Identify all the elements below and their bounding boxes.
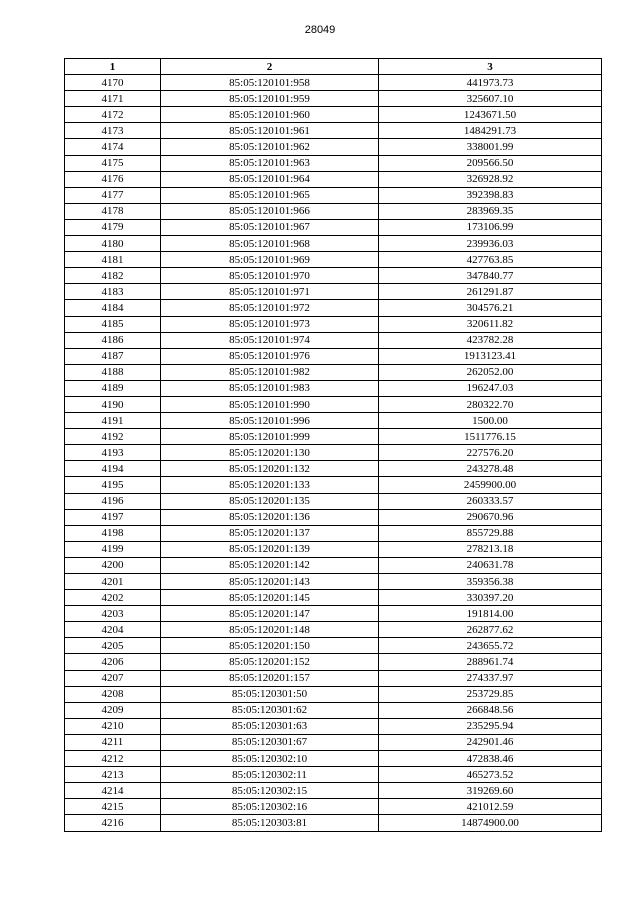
cell-value: 472838.46 [379,751,602,767]
cell-value: 283969.35 [379,203,602,219]
cell-value: 1913123.41 [379,348,602,364]
table-row [65,75,602,91]
table-row [65,187,602,203]
cell-value: 191814.00 [379,606,602,622]
cell-value: 266848.56 [379,702,602,718]
cell-row-number: 4191 [65,413,161,429]
cell-cadastral-number: 85:05:120201:135 [161,493,379,509]
cell-value: 173106.99 [379,219,602,235]
table-row [65,783,602,799]
table-row [65,686,602,702]
cell-row-number: 4177 [65,187,161,203]
table-header-row [65,59,602,75]
table-row [65,236,602,252]
cell-value: 320611.82 [379,316,602,332]
cell-row-number: 4215 [65,799,161,815]
cell-cadastral-number: 85:05:120101:967 [161,219,379,235]
cell-value: 1511776.15 [379,429,602,445]
table-row [65,815,602,831]
cell-row-number: 4170 [65,75,161,91]
cell-row-number: 4179 [65,219,161,235]
cell-cadastral-number: 85:05:120301:50 [161,686,379,702]
cell-row-number: 4190 [65,396,161,412]
table-row [65,670,602,686]
cell-value: 278213.18 [379,541,602,557]
table-row [65,413,602,429]
cell-value: 262877.62 [379,622,602,638]
cell-row-number: 4205 [65,638,161,654]
cell-cadastral-number: 85:05:120301:62 [161,702,379,718]
cell-value: 330397.20 [379,590,602,606]
cell-row-number: 4196 [65,493,161,509]
cell-cadastral-number: 85:05:120303:81 [161,815,379,831]
cell-value: 274337.97 [379,670,602,686]
table-row [65,364,602,380]
cell-cadastral-number: 85:05:120101:973 [161,316,379,332]
cell-cadastral-number: 85:05:120101:982 [161,364,379,380]
cell-row-number: 4203 [65,606,161,622]
cell-cadastral-number: 85:05:120101:970 [161,268,379,284]
table-row [65,91,602,107]
table-row [65,332,602,348]
cell-value: 421012.59 [379,799,602,815]
cell-row-number: 4201 [65,574,161,590]
table-row [65,139,602,155]
cell-value: 1500.00 [379,413,602,429]
cell-cadastral-number: 85:05:120101:963 [161,155,379,171]
cell-value: 262052.00 [379,364,602,380]
cell-cadastral-number: 85:05:120101:962 [161,139,379,155]
cell-cadastral-number: 85:05:120101:965 [161,187,379,203]
cell-row-number: 4207 [65,670,161,686]
cell-value: 260333.57 [379,493,602,509]
cell-cadastral-number: 85:05:120101:959 [161,91,379,107]
cadastral-value-table [64,58,602,832]
table-row [65,155,602,171]
cell-value: 288961.74 [379,654,602,670]
cell-row-number: 4210 [65,718,161,734]
cell-row-number: 4214 [65,783,161,799]
cell-row-number: 4187 [65,348,161,364]
table-row [65,799,602,815]
cell-value: 2459900.00 [379,477,602,493]
table-body [65,75,602,831]
cell-cadastral-number: 85:05:120201:147 [161,606,379,622]
cell-cadastral-number: 85:05:120201:136 [161,509,379,525]
cell-row-number: 4204 [65,622,161,638]
cell-value: 209566.50 [379,155,602,171]
cell-value: 325607.10 [379,91,602,107]
cell-row-number: 4174 [65,139,161,155]
cell-cadastral-number: 85:05:120302:11 [161,767,379,783]
cell-cadastral-number: 85:05:120201:132 [161,461,379,477]
table-row [65,590,602,606]
cell-cadastral-number: 85:05:120201:139 [161,541,379,557]
table-row [65,718,602,734]
cell-cadastral-number: 85:05:120201:143 [161,574,379,590]
table-row [65,203,602,219]
cell-row-number: 4172 [65,107,161,123]
cell-cadastral-number: 85:05:120201:148 [161,622,379,638]
cell-row-number: 4173 [65,123,161,139]
table-row [65,606,602,622]
cell-value: 423782.28 [379,332,602,348]
table-row [65,574,602,590]
cell-cadastral-number: 85:05:120201:150 [161,638,379,654]
cell-cadastral-number: 85:05:120101:971 [161,284,379,300]
table-row [65,751,602,767]
cell-cadastral-number: 85:05:120201:133 [161,477,379,493]
cell-cadastral-number: 85:05:120201:137 [161,525,379,541]
cell-value: 1484291.73 [379,123,602,139]
cell-value: 280322.70 [379,396,602,412]
cell-cadastral-number: 85:05:120302:15 [161,783,379,799]
cell-row-number: 4200 [65,557,161,573]
cell-row-number: 4192 [65,429,161,445]
cell-row-number: 4206 [65,654,161,670]
cell-value: 427763.85 [379,252,602,268]
cell-cadastral-number: 85:05:120101:983 [161,380,379,396]
cell-value: 240631.78 [379,557,602,573]
cell-value: 1243671.50 [379,107,602,123]
cell-value: 359356.38 [379,574,602,590]
table-row [65,123,602,139]
cell-value: 239936.03 [379,236,602,252]
cell-cadastral-number: 85:05:120101:968 [161,236,379,252]
cell-row-number: 4195 [65,477,161,493]
table-row [65,767,602,783]
cell-value: 465273.52 [379,767,602,783]
table-row [65,300,602,316]
column-header-cadastral-number: 2 [161,59,379,75]
cell-value: 242901.46 [379,734,602,750]
cell-value: 392398.83 [379,187,602,203]
table-row [65,622,602,638]
cell-row-number: 4211 [65,734,161,750]
cell-row-number: 4194 [65,461,161,477]
cell-row-number: 4213 [65,767,161,783]
cell-value: 261291.87 [379,284,602,300]
table-row [65,316,602,332]
cell-value: 441973.73 [379,75,602,91]
cell-row-number: 4171 [65,91,161,107]
table-row [65,702,602,718]
table-row [65,396,602,412]
cell-cadastral-number: 85:05:120201:145 [161,590,379,606]
table-row [65,268,602,284]
cell-cadastral-number: 85:05:120101:964 [161,171,379,187]
cell-row-number: 4199 [65,541,161,557]
cell-row-number: 4202 [65,590,161,606]
cell-cadastral-number: 85:05:120101:996 [161,413,379,429]
cell-row-number: 4182 [65,268,161,284]
cell-row-number: 4181 [65,252,161,268]
cell-row-number: 4216 [65,815,161,831]
table-row [65,380,602,396]
cell-row-number: 4193 [65,445,161,461]
cell-value: 253729.85 [379,686,602,702]
cell-row-number: 4188 [65,364,161,380]
cell-cadastral-number: 85:05:120201:130 [161,445,379,461]
cell-row-number: 4180 [65,236,161,252]
cell-cadastral-number: 85:05:120101:961 [161,123,379,139]
cell-value: 235295.94 [379,718,602,734]
page-number: 28049 [304,24,336,36]
table-row [65,477,602,493]
column-header-value: 3 [379,59,602,75]
column-header-number: 1 [65,59,161,75]
cell-row-number: 4198 [65,525,161,541]
cell-cadastral-number: 85:05:120101:990 [161,396,379,412]
cell-cadastral-number: 85:05:120201:157 [161,670,379,686]
cell-cadastral-number: 85:05:120101:999 [161,429,379,445]
table-row [65,557,602,573]
cell-row-number: 4183 [65,284,161,300]
cell-row-number: 4186 [65,332,161,348]
cell-cadastral-number: 85:05:120201:142 [161,557,379,573]
table-row [65,171,602,187]
table-row [65,429,602,445]
table-row [65,734,602,750]
cell-cadastral-number: 85:05:120101:966 [161,203,379,219]
cell-value: 347840.77 [379,268,602,284]
table-row [65,541,602,557]
cell-row-number: 4176 [65,171,161,187]
table-row [65,107,602,123]
table-row [65,638,602,654]
table-row [65,445,602,461]
cell-value: 243655.72 [379,638,602,654]
cell-value: 14874900.00 [379,815,602,831]
cell-row-number: 4189 [65,380,161,396]
cell-cadastral-number: 85:05:120302:10 [161,751,379,767]
table-row [65,252,602,268]
cell-cadastral-number: 85:05:120301:67 [161,734,379,750]
table-row [65,461,602,477]
cell-value: 243278.48 [379,461,602,477]
table-row [65,219,602,235]
cell-value: 227576.20 [379,445,602,461]
table-row [65,348,602,364]
table-row [65,654,602,670]
cell-value: 290670.96 [379,509,602,525]
cell-value: 855729.88 [379,525,602,541]
cell-cadastral-number: 85:05:120101:960 [161,107,379,123]
cell-row-number: 4185 [65,316,161,332]
cell-value: 319269.60 [379,783,602,799]
cell-value: 196247.03 [379,380,602,396]
cell-row-number: 4184 [65,300,161,316]
cell-cadastral-number: 85:05:120101:972 [161,300,379,316]
cell-value: 326928.92 [379,171,602,187]
cell-cadastral-number: 85:05:120201:152 [161,654,379,670]
cell-row-number: 4178 [65,203,161,219]
cell-cadastral-number: 85:05:120101:974 [161,332,379,348]
cell-row-number: 4208 [65,686,161,702]
cell-cadastral-number: 85:05:120101:969 [161,252,379,268]
table-row [65,525,602,541]
table-row [65,284,602,300]
cell-row-number: 4175 [65,155,161,171]
table-row [65,493,602,509]
table-row [65,509,602,525]
cell-cadastral-number: 85:05:120101:976 [161,348,379,364]
cell-row-number: 4209 [65,702,161,718]
cell-value: 304576.21 [379,300,602,316]
cell-cadastral-number: 85:05:120101:958 [161,75,379,91]
cell-row-number: 4197 [65,509,161,525]
cell-cadastral-number: 85:05:120302:16 [161,799,379,815]
cell-row-number: 4212 [65,751,161,767]
cell-cadastral-number: 85:05:120301:63 [161,718,379,734]
cell-value: 338001.99 [379,139,602,155]
